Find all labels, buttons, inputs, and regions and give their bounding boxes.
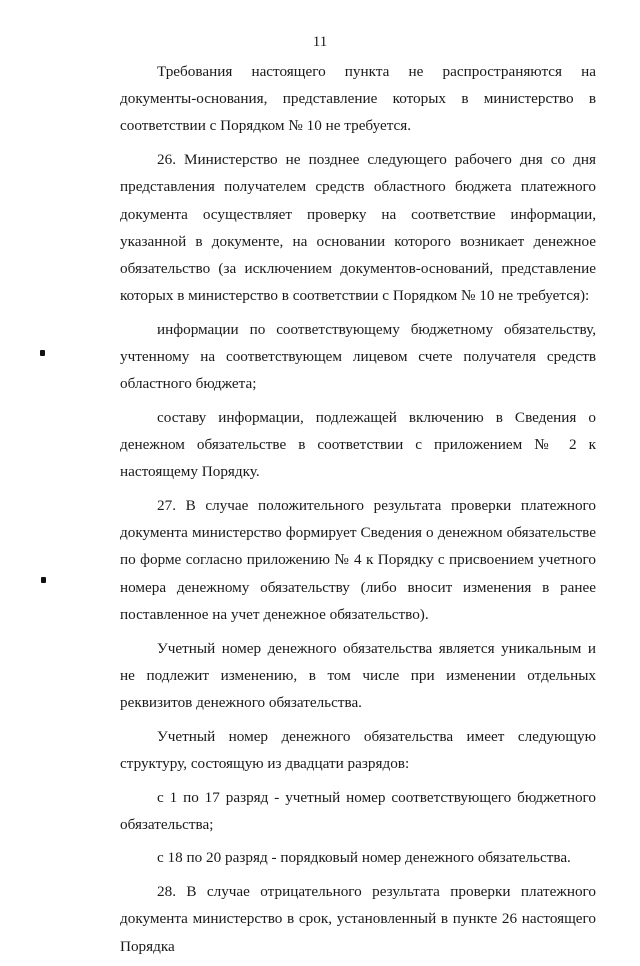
- paragraph-number-structure: Учетный номер денежного обязательства имеет следующую структуру, состоящую из двадцати разрядов:: [120, 727, 596, 772]
- paragraph-27: 27. В случае положительного результата проверки платежного документа министерство формирует Сведения о денежном обязательстве по форме согласно приложению № 4 к Порядку с присвоением учетного номера денежному обязательству (либо вносит изменения в ранее поставленное на учет денежное обязательство).: [120, 497, 596, 623]
- paragraph-unique-number: Учетный номер денежного обязательства является уникальным и не подлежит изменению, в том числе при изменении отдельных реквизитов денежного обязательства.: [120, 639, 596, 711]
- list-item-digits-1-17: с 1 по 17 разряд - учетный номер соответствующего бюджетного обязательства;: [120, 788, 596, 833]
- list-item-information-composition: составу информации, подлежащей включению в Сведения о денежном обязательстве в соответствии с приложением № 2 к настоящему Порядку.: [120, 408, 596, 481]
- paragraph-requirements-note: Требования настоящего пункта не распространяются на документы-основания, представление которых в министерство в соответствии с Порядком № 10 не требуется.: [120, 63, 596, 135]
- document-body: [120, 58, 596, 966]
- list-item-digits-18-20: с 18 по 20 разряд - порядковый номер денежного обязательства.: [157, 849, 571, 867]
- page-number: 11: [312, 34, 328, 50]
- scan-mark: [41, 577, 46, 583]
- paragraph-28: 28. В случае отрицательного результата проверки платежного документа министерство в срок, установленный в пункте 26 настоящего Порядка: [120, 883, 596, 955]
- list-item-budget-obligation: информации по соответствующему бюджетному обязательству, учтенному на соответствующем лицевом счете получателя средств областного бюджета;: [120, 320, 596, 393]
- paragraph-26: 26. Министерство не позднее следующего рабочего дня со дня представления получателем средств областного бюджета платежного документа осуществляет проверку на соответствие информации, указанной в документе, на основании которого возникает денежное обязательство (за исключением документов-оснований, представление которых в министерство в соответствии с Порядком № 10 не требуется):: [120, 151, 596, 305]
- scan-mark: [40, 350, 45, 356]
